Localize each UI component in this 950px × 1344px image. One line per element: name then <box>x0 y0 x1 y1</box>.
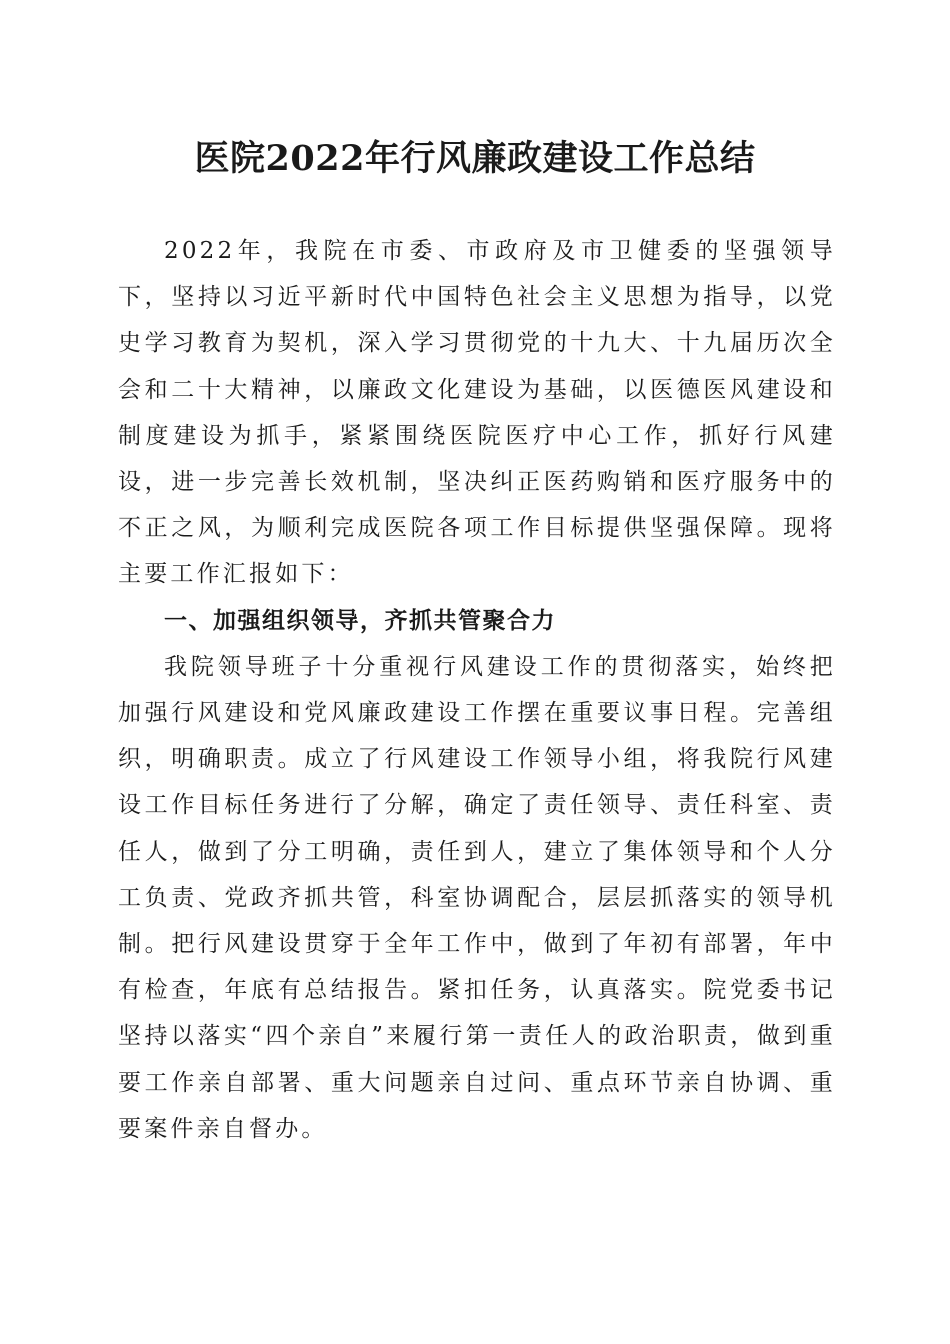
intro-paragraph: 2022年，我院在市委、市政府及市卫健委的坚强领导下，坚持以习近平新时代中国特色社会主义思想为指导，以党史学习教育为契机，深入学习贯彻党的十九大、十九届历次全会和二十大精神，以廉政文化建设为基础，以医德医风建设和制度建设为抓手，紧紧围绕医院医疗中心工作，抓好行风建设，进一步完善长效机制，坚决纠正医药购销和医疗服务中的不正之风，为顺利完成医院各项工作目标提供坚强保障。现将主要工作汇报如下： <box>118 238 836 588</box>
section-1-heading: 一、加强组织领导，齐抓共管聚合力 <box>164 607 556 634</box>
document-title: 医院2022年行风廉政建设工作总结 <box>194 138 756 179</box>
section-1-paragraph: 我院领导班子十分重视行风建设工作的贯彻落实，始终把加强行风建设和党风廉政建设工作摆在重要议事日程。完善组织，明确职责。成立了行风建设工作领导小组，将我院行风建设工作目标任务进行了分解，确定了责任领导、责任科室、责任人，做到了分工明确，责任到人，建立了集体领导和个人分工负责、党政齐抓共管，科室协调配合，层层抓落实的领导机制。把行风建设贯穿于全年工作中，做到了年初有部署，年中有检查，年底有总结报告。紧扣任务，认真落实。院党委书记坚持以落实“四个亲自”来履行第一责任人的政治职责，做到重要工作亲自部署、重大问题亲自过问、重点环节亲自协调、重要案件亲自督办。 <box>118 653 836 1142</box>
document-body <box>118 228 836 1152</box>
